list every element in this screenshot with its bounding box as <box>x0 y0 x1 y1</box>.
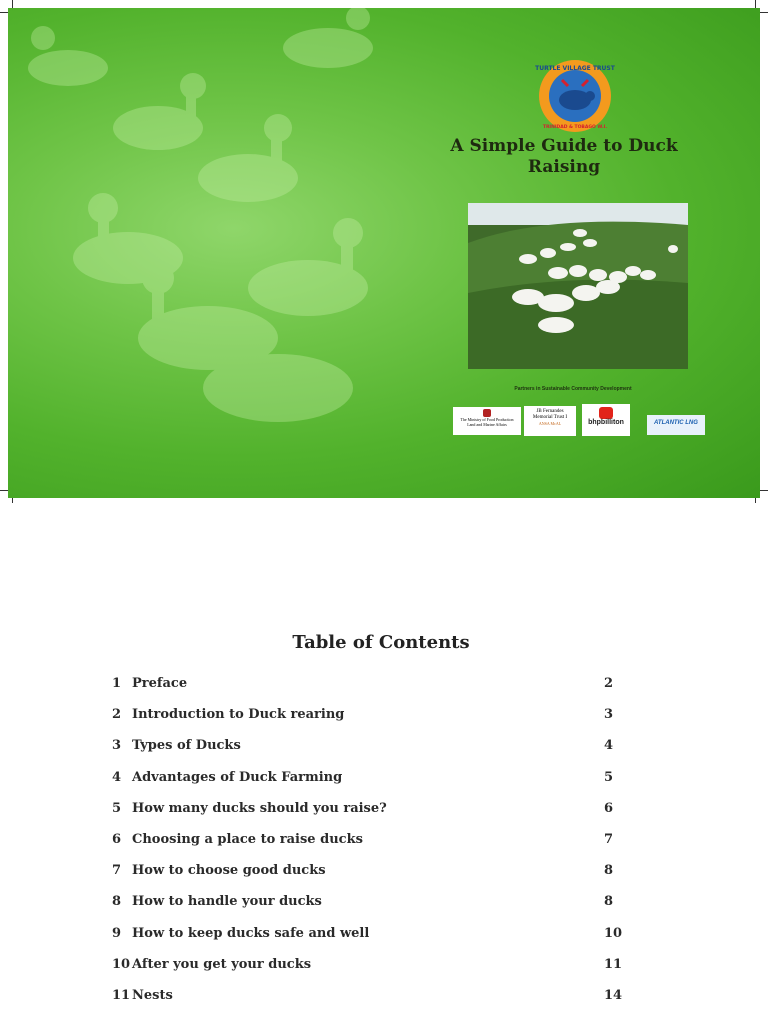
toc-entry <box>112 770 632 790</box>
toc-entry-title: How to choose good ducks <box>132 863 326 879</box>
partners-line: Partners in Sustainable Community Development <box>514 386 632 392</box>
toc-entry-title: Nests <box>132 988 173 1003</box>
toc-entry-page: 8 <box>604 894 614 910</box>
toc-entry-number: 8 <box>112 894 122 910</box>
bhp-billiton-logo: bhpbilliton <box>582 404 630 436</box>
toc-entry-page: 10 <box>604 925 623 941</box>
logo-text-top: TURTLE VILLAGE TRUST <box>535 65 615 72</box>
toc-entry-title: How many ducks should you raise? <box>132 800 387 816</box>
toc-entry-number: 2 <box>112 707 122 723</box>
toc-entry-title: Types of Ducks <box>132 738 241 754</box>
toc-entry-page: 8 <box>604 863 614 879</box>
toc-entry <box>112 957 632 977</box>
cover-title: A Simple Guide to Duck Raising <box>450 136 678 177</box>
toc-entry-number: 10 <box>112 956 131 972</box>
jb-fernandes-trust-logo: JB Fernandes Memorial Trust I ANSA McAL <box>524 406 576 436</box>
atlantic-lng-logo: ATLANTIC LNG <box>647 415 705 435</box>
toc-entry <box>112 988 632 1008</box>
toc-entry-title: How to handle your ducks <box>132 894 322 910</box>
toc-entry-number: 5 <box>112 800 122 816</box>
toc-entry <box>112 676 632 696</box>
toc-heading: Table of Contents <box>292 632 470 653</box>
toc-entry <box>112 738 632 758</box>
toc-entry-page: 7 <box>604 832 614 847</box>
toc-entry <box>112 801 632 821</box>
toc-entry-page: 6 <box>604 800 614 816</box>
toc-entry-number: 11 <box>112 988 131 1003</box>
toc-entry-number: 4 <box>112 769 122 785</box>
cover-page <box>8 8 760 498</box>
toc-entry-number: 1 <box>112 676 122 691</box>
toc-entry-number: 3 <box>112 738 122 754</box>
toc-entry-title: Preface <box>132 676 188 691</box>
toc-entry-page: 4 <box>604 738 614 754</box>
toc-entry-title: Introduction to Duck rearing <box>132 707 345 723</box>
toc-entry-title: Advantages of Duck Farming <box>132 769 343 785</box>
toc-entry-number: 7 <box>112 863 122 879</box>
ministry-logo: The Ministry of Food Production Land and Marine Affairs <box>453 407 521 435</box>
toc-entry-page: 11 <box>604 956 623 972</box>
logo-text-bottom: TRINIDAD & TOBAGO W.I. <box>542 125 608 130</box>
toc-entry-title: How to keep ducks safe and well <box>132 925 370 941</box>
toc-entry <box>112 926 632 946</box>
toc-entry-number: 9 <box>112 925 122 941</box>
toc-entry-page: 5 <box>604 769 614 785</box>
toc-entry-title: Choosing a place to raise ducks <box>132 832 363 847</box>
toc-entry <box>112 832 632 852</box>
duck-silhouettes-background <box>8 8 428 498</box>
toc-entry <box>112 894 632 914</box>
toc-entry-number: 6 <box>112 832 122 847</box>
turtle-village-trust-logo <box>532 58 618 134</box>
toc-entry-page: 2 <box>604 676 614 691</box>
toc-entry-page: 3 <box>604 707 614 723</box>
toc-entry-title: After you get your ducks <box>132 956 312 972</box>
toc-entry <box>112 707 632 727</box>
toc-entry <box>112 863 632 883</box>
toc-entry-page: 14 <box>604 988 623 1003</box>
ducks-photo <box>468 203 688 369</box>
